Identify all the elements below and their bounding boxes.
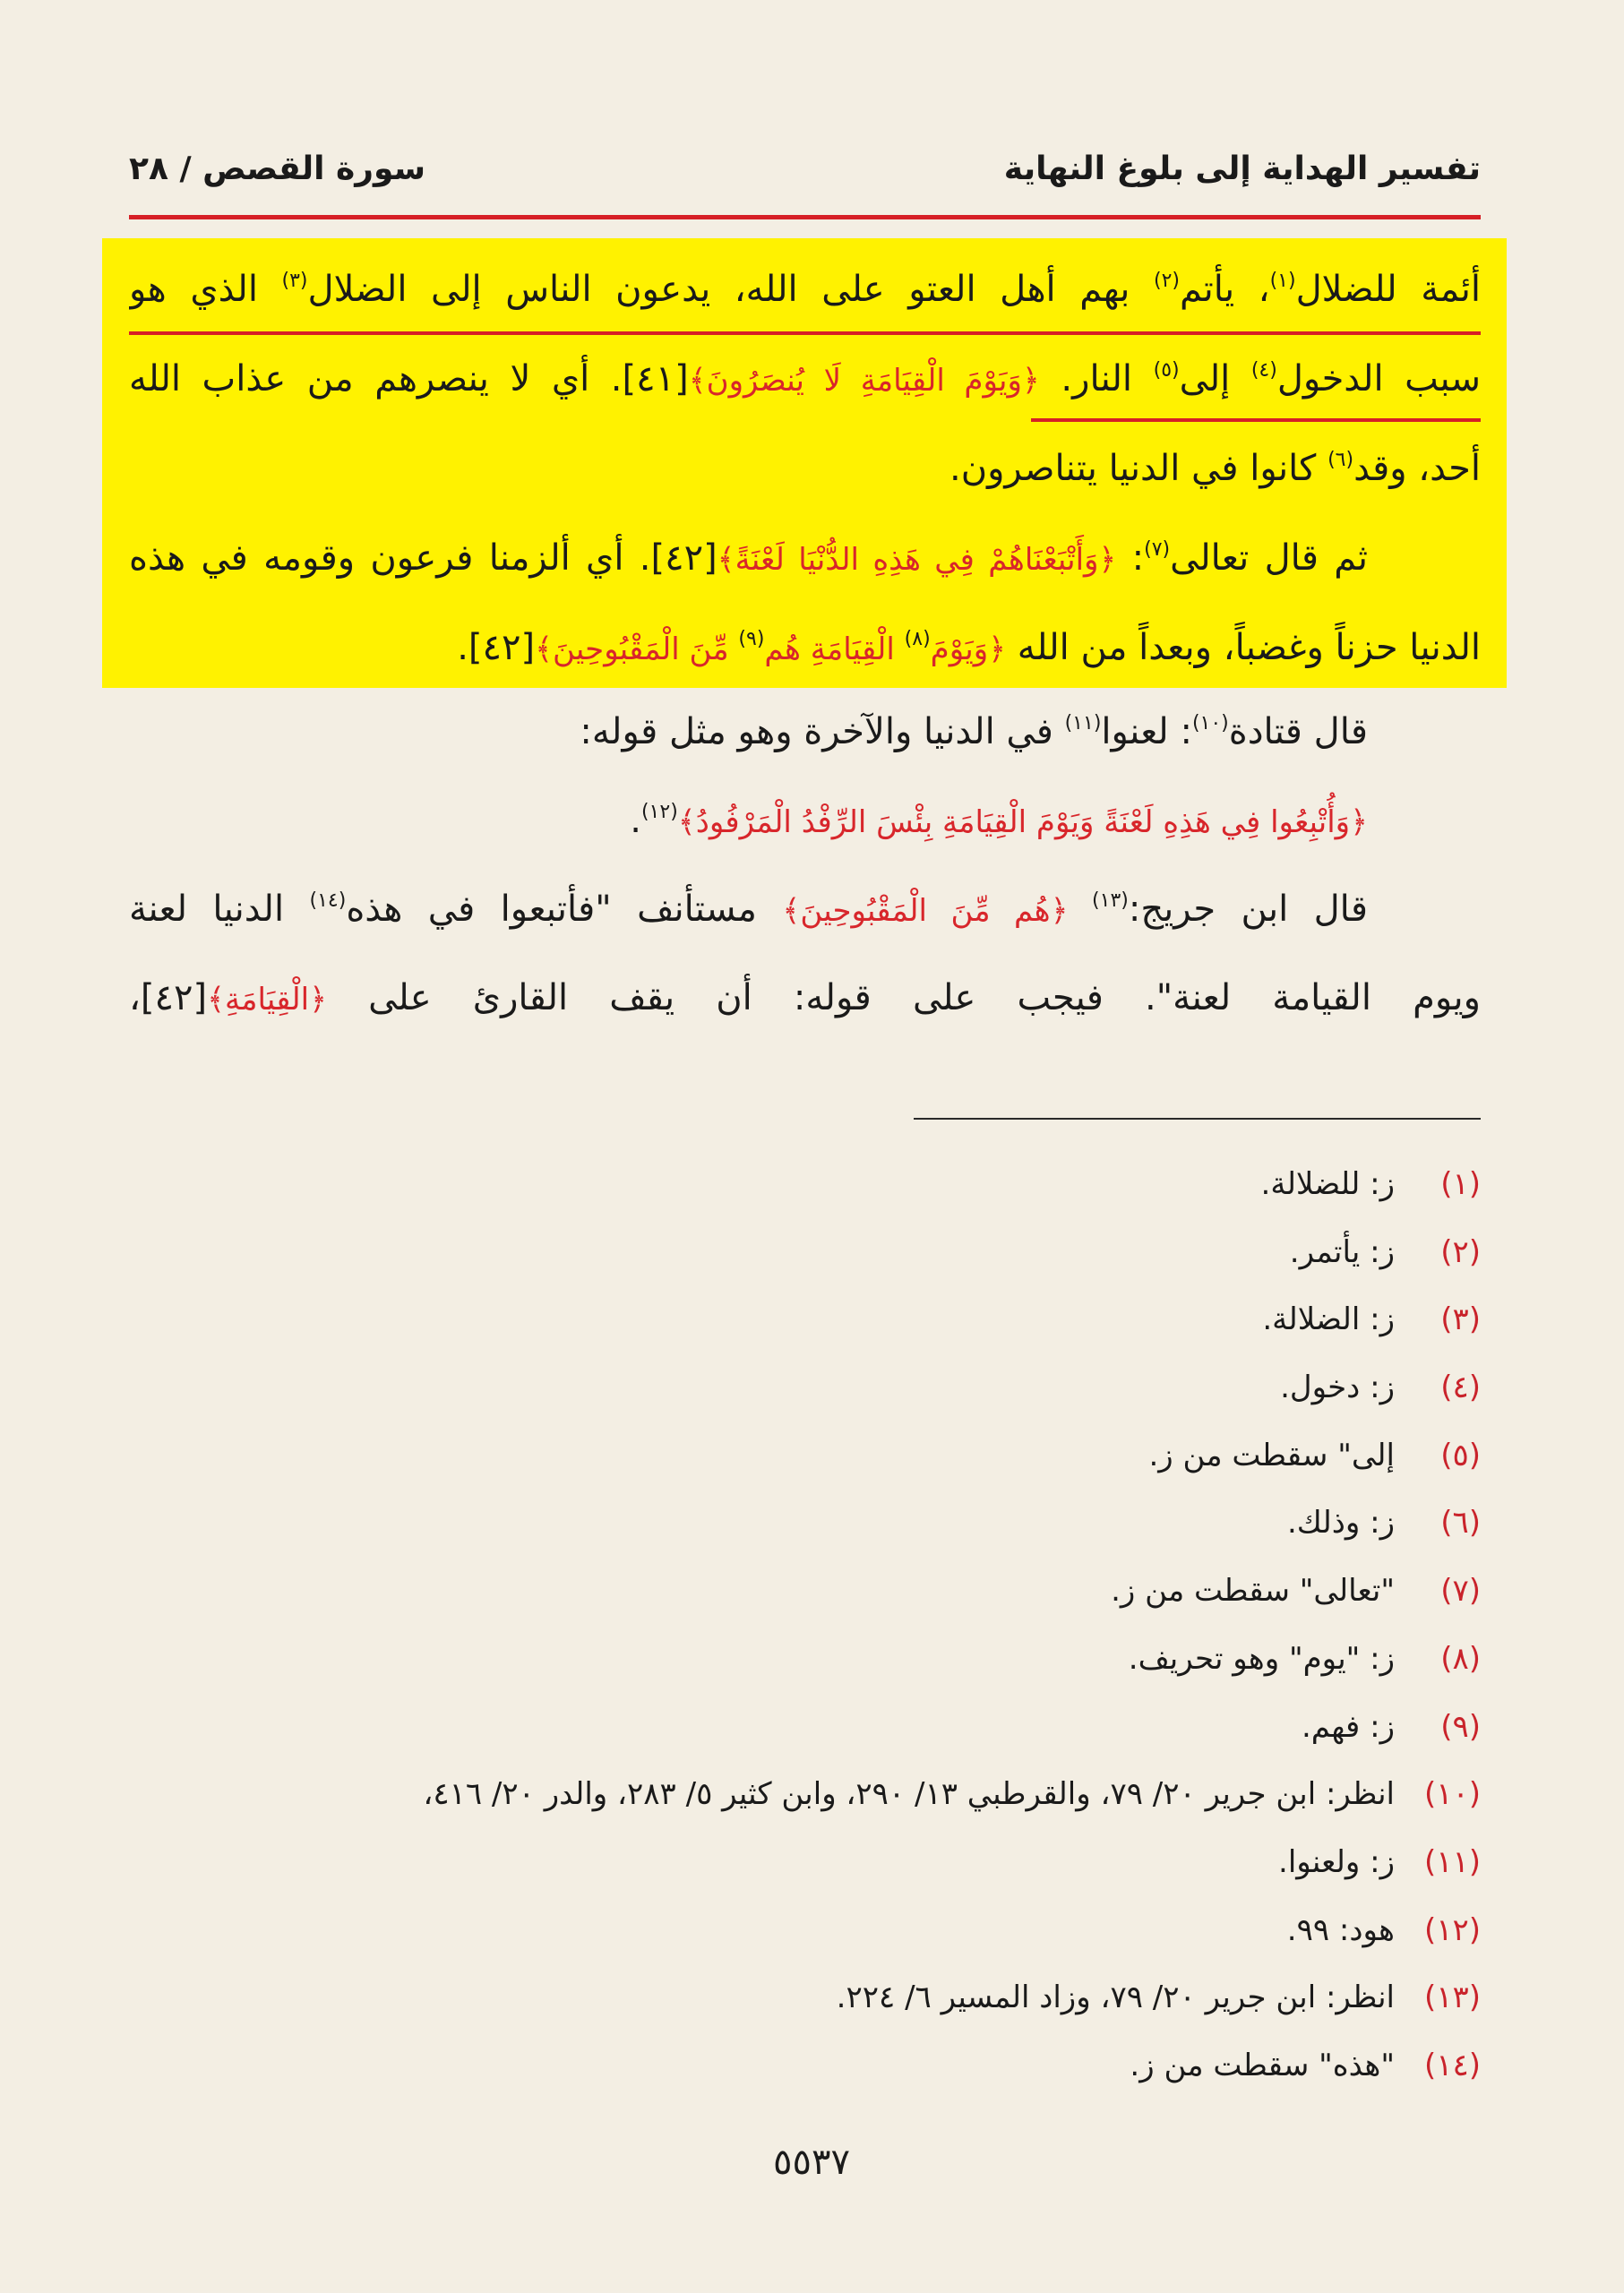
footnote	[129, 1490, 1481, 1558]
footnote-text: ز: ولعنوا.	[1278, 1843, 1395, 1880]
footnote	[129, 1422, 1481, 1490]
body-passage	[129, 688, 1481, 1043]
footnote	[129, 2032, 1481, 2100]
quran-verse: ﴿وَأُتْبِعُوا فِي هَذِهِ لَعْنَةً وَيَوْمَ الْقِيَامَةِ بِئْسَ الرِّفْدُ الْمَرْفُودُ﴾	[677, 804, 1368, 840]
footnote-text: ز: للضلالة.	[1260, 1166, 1395, 1202]
footnote-text: ز: يأتمر.	[1289, 1233, 1395, 1270]
footnote-number: (٨)	[1440, 1640, 1481, 1677]
quran-verse: مِّنَ الْمَقْبُوحِينَ﴾	[535, 631, 739, 667]
footnote-number: (٤)	[1440, 1370, 1481, 1406]
footnote-separator	[914, 1118, 1481, 1120]
footnote-ref: (١٤)	[309, 889, 347, 912]
body-line	[129, 954, 1481, 1043]
footnote	[129, 1558, 1481, 1626]
body-line	[129, 513, 1481, 603]
footnote-number: (٩)	[1440, 1708, 1481, 1745]
footnote	[129, 1219, 1481, 1287]
body-text: الدنيا حزناً وغضباً، وبعداً من الله	[1006, 627, 1481, 668]
footnote-number: (١٤)	[1423, 2047, 1481, 2083]
running-head	[129, 143, 1481, 193]
body-text: : لعنوا	[1101, 711, 1192, 752]
body-text: في الدنيا والآخرة وهو مثل قوله:	[580, 711, 1065, 752]
body-text: كانوا في الدنيا يتناصرون.	[949, 448, 1328, 489]
footnote-text: ز: فهم.	[1301, 1708, 1395, 1745]
body-text: قال قتادة	[1228, 711, 1368, 752]
footnote-number: (٣)	[1440, 1301, 1481, 1338]
book-title: تفسير الهداية إلى بلوغ النهاية	[1003, 150, 1481, 187]
footnote	[129, 1626, 1481, 1694]
body-line	[129, 865, 1481, 954]
footnote	[129, 1354, 1481, 1422]
footnote-ref: (٨)	[904, 628, 931, 650]
footnote-ref: (٣)	[281, 270, 308, 292]
footnote-number: (٧)	[1440, 1573, 1481, 1610]
footnote-number: (١٢)	[1423, 1911, 1481, 1948]
body-text: :	[1116, 537, 1145, 579]
footnote-number: (١)	[1440, 1166, 1481, 1202]
footnote-number: (١١)	[1423, 1843, 1481, 1880]
footnote-ref: (١٢)	[640, 801, 678, 823]
footnote	[129, 1151, 1481, 1219]
footnote-ref: (٤)	[1250, 359, 1277, 382]
footnote-number: (٦)	[1440, 1505, 1481, 1542]
footnote-text: ز: "يوم" وهو تحريف.	[1128, 1640, 1395, 1677]
body-text: [٤٢].	[457, 627, 536, 668]
footnote-ref: (١)	[1269, 270, 1296, 292]
page-number: ٥٥٣٧	[773, 2142, 850, 2183]
body-text: بهم أهل العتو على الله، يدعون الناس إلى الضلال	[307, 269, 1154, 310]
body-text: .	[630, 800, 641, 841]
footnotes-list	[129, 1151, 1481, 2100]
footnote-text: ز: الضلالة.	[1262, 1301, 1395, 1338]
body-line	[129, 688, 1481, 777]
footnote	[129, 1694, 1481, 1762]
body-text: مستأنف "فأتبعوا في هذه	[346, 889, 783, 930]
footnote-ref: (١٠)	[1191, 712, 1229, 734]
footnote-number: (٥)	[1440, 1437, 1481, 1473]
footnote-text: ز: دخول.	[1280, 1370, 1395, 1406]
body-text: ، يأتم	[1180, 269, 1270, 310]
footnote-ref: (١٣)	[1092, 889, 1129, 912]
footnote-text: "تعالى" سقطت من ز.	[1111, 1573, 1395, 1610]
highlighted-passage	[129, 245, 1481, 692]
footnote-number: (١٣)	[1423, 1980, 1481, 2016]
body-line	[129, 424, 1481, 513]
body-text: النار.	[1039, 358, 1154, 399]
footnote-ref: (٥)	[1153, 359, 1180, 382]
footnote-text: ز: وذلك.	[1286, 1505, 1395, 1542]
footnote-ref: (٦)	[1328, 449, 1354, 471]
footnote-text: انظر: ابن جرير ٢٠/ ٧٩، والقرطبي ١٣/ ٢٩٠، وابن كثير ٥/ ٢٨٣، والدر ٢٠/ ٤١٦،	[423, 1776, 1395, 1813]
footnote	[129, 1286, 1481, 1354]
body-text: [٤٢]. أي ألزمنا فرعون وقومه في هذه	[129, 537, 717, 579]
footnote-text: هود: ٩٩.	[1286, 1911, 1395, 1948]
quran-verse: ﴿وَأَتْبَعْنَاهُمْ فِي هَذِهِ الدُّنْيَا لَعْنَةً﴾	[717, 542, 1117, 578]
body-text: [٤١]. أي لا ينصرهم من عذاب الله	[129, 358, 689, 399]
body-line	[129, 245, 1481, 334]
footnote	[129, 1897, 1481, 1965]
quran-verse: الْقِيَامَةِ هُم	[764, 631, 905, 667]
footnote-ref: (٩)	[738, 628, 765, 650]
body-text: الذي هو	[129, 269, 282, 310]
body-text: [٤٢]،	[129, 977, 208, 1018]
body-line	[129, 334, 1481, 424]
footnote-text: إلى" سقطت من ز.	[1148, 1437, 1395, 1473]
quran-verse: ﴿وَيَوْمَ الْقِيَامَةِ لَا يُنصَرُونَ﴾	[688, 363, 1040, 399]
surah-label: سورة القصص / ٢٨	[129, 150, 426, 187]
body-line	[129, 777, 1481, 865]
body-line	[129, 603, 1481, 692]
body-text: الدنيا لعنة	[129, 889, 310, 930]
footnote-number: (٢)	[1440, 1233, 1481, 1270]
footnote	[129, 1761, 1481, 1829]
body-text: ثم قال تعالى	[1170, 537, 1368, 579]
body-text: سبب الدخول	[1276, 358, 1481, 399]
footnote-ref: (٢)	[1153, 270, 1180, 292]
footnote-number: (١٠)	[1423, 1776, 1481, 1813]
footnote-text: "هذه" سقطت من ز.	[1130, 2047, 1395, 2083]
quran-verse: ﴿وَيَوْمَ	[930, 631, 1007, 667]
footnote	[129, 1964, 1481, 2032]
body-text: قال ابن جريج:	[1128, 889, 1368, 930]
footnote-text: انظر: ابن جرير ٢٠/ ٧٩، وزاد المسير ٦/ ٢٢٤.	[836, 1980, 1395, 2016]
body-text: أئمة للضلال	[1295, 269, 1481, 310]
quran-verse: ﴿الْقِيَامَةِ﴾	[207, 982, 328, 1018]
header-rule	[129, 215, 1481, 219]
footnote-ref: (٧)	[1144, 538, 1171, 561]
quran-verse: ﴿هُم مِّنَ الْمَقْبُوحِينَ﴾	[782, 893, 1093, 929]
body-text: إلى	[1179, 358, 1251, 399]
body-text: ويوم القيامة لعنة". فيجب على قوله: أن يقف القارئ على	[327, 977, 1481, 1018]
body-text: أحد، وقد	[1353, 448, 1481, 489]
footnote-ref: (١١)	[1064, 712, 1102, 734]
footnote	[129, 1829, 1481, 1897]
